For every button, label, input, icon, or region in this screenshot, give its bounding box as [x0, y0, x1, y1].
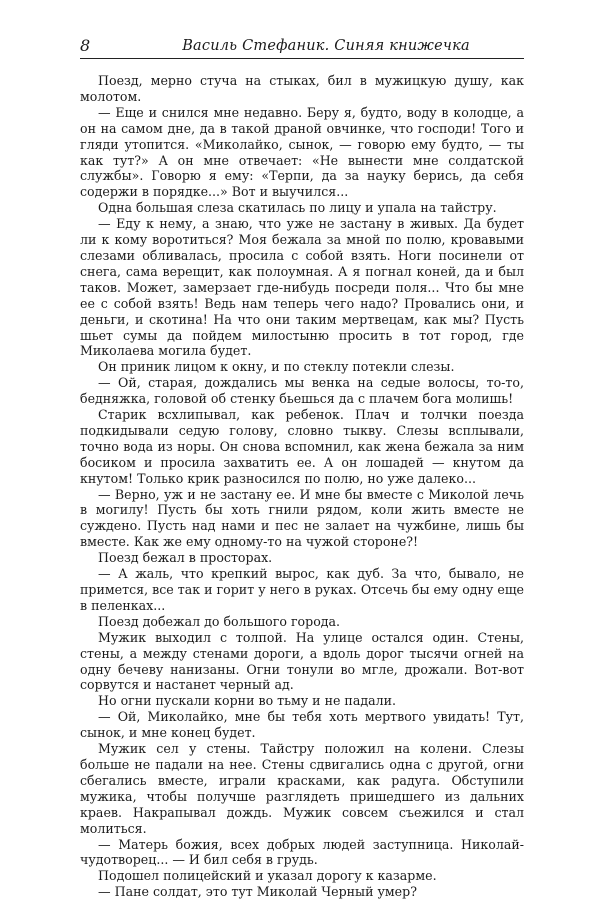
- paragraph: — Матерь божия, всех добрых людей заступница. Николай-чудотворец... — И бил себя в грудь.: [80, 836, 524, 868]
- paragraph: Подошел полицейский и указал дорогу к казарме.: [98, 868, 437, 884]
- page-number: 8: [80, 36, 91, 55]
- paragraph: Поезд бежал в просторах.: [98, 550, 273, 566]
- page-body: [80, 73, 524, 900]
- book-page: [80, 36, 524, 900]
- paragraph: — Верно, уж и не застану ее. И мне бы вместе с Миколой лечь в могилу! Пусть бы хоть гнили рядом, коли жить вместе не суждено. Пусть над нами и пес не залает на чужбине, лишь бы вместе. Как же ему одному-то на чужой стороне?!: [80, 486, 524, 550]
- paragraph: — А жаль, что крепкий вырос, как дуб. За что, бывало, не примется, все так и горит у него в руках. Отсечь бы ему одну еще в пеленках...: [80, 566, 524, 613]
- paragraph: — Пане солдат, это тут Миколай Черный умер?: [98, 884, 417, 900]
- paragraph: Он приник лицом к окну, и по стеклу потекли слезы.: [98, 359, 455, 375]
- paragraph: Поезд добежал до большого города.: [98, 613, 341, 629]
- paragraph: — Еще и снился мне недавно. Беру я, будто, воду в колодце, а он на самом дне, да в такой драной овчинке, что господи! Того и гляди утопится. «Миколайко, сынок, — говорю ему будто, — ты как тут?» А он мне отвечает: «Не вынести мне солдатской службы». Говорю я ему: «Терпи, да за науку берись, да себя содержи в порядке...» Вот и выучился...: [80, 104, 524, 200]
- paragraph: — Ой, старая, дождались мы венка на седые волосы, то-то, бедняжка, головой об стенку бьешься да с плачем бога молишь!: [80, 375, 524, 407]
- page-header: [80, 36, 524, 59]
- paragraph: Поезд, мерно стуча на стыках, бил в мужицкую душу, как молотом.: [80, 73, 524, 104]
- paragraph: Старик всхлипывал, как ребенок. Плач и толчки поезда подкидывали седую голову, словно тыкву. Слезы всплывали, точно вода из норы. Он снова вспомнил, как жена бежала за ним босиком и просила захватить ее. А он лошадей — кнутом да кнутом! Только крик разносился по полю, но уже далеко...: [80, 407, 524, 486]
- paragraph: Но огни пускали корни во тьму и не падали.: [98, 693, 396, 709]
- running-title: Василь Стефаник. Синяя книжечка: [182, 38, 470, 54]
- paragraph: Мужик сел у стены. Тайстру положил на колени. Слезы больше не падали на нее. Стены сдвигались одна с другой, огни сбегались вместе, играли красками, как радуга. Обступили мужика, чтобы получше разглядеть пришедшего из дальних краев. Накрапывал дождь. Мужик совсем съежился и стал молиться.: [80, 741, 524, 836]
- paragraph: — Ой, Миколайко, мне бы тебя хоть мертвого увидать! Тут, сынок, и мне конец будет.: [80, 709, 524, 741]
- paragraph: Мужик выходил с толпой. На улице остался один. Стены, стены, а между стенами дороги, а вдоль дорог тысячи огней на одну бечеву нанизаны. Огни тонули во мгле, дрожали. Вот-вот сорвутся и настанет черный ад.: [80, 629, 524, 693]
- paragraph: Одна большая слеза скатилась по лицу и упала на тайстру.: [98, 200, 497, 216]
- paragraph: — Еду к нему, а знаю, что уже не застану в живых. Да будет ли к кому воротиться? Моя бежала за мной по полю, кровавыми слезами обливалась, просила с собой взять. Ноги посинели от снега, сама верещит, как полоумная. А я погнал коней, да и был таков. Может, замерзает где-нибудь посреди поля... Что бы мне ее с собой взять! Ведь нам теперь чего надо? Провались они, и деньги, и скотина! На что они таким мертвецам, как мы? Пусть шьет сумы да пойдем милостыню просить в тот город, где Миколаева могила будет.: [80, 216, 524, 359]
